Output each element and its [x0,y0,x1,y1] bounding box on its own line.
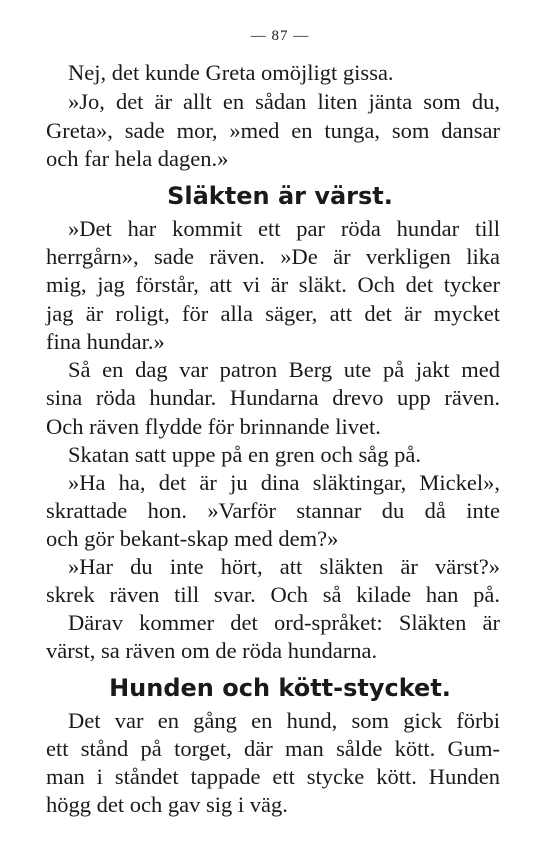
text-line: sina röda hundar. Hundarna drevo upp räven. [46,385,500,410]
section-heading: Hunden och kött-stycket. [109,674,451,702]
text-line: Greta», sade mor, »med en tunga, som dansar [46,118,500,143]
text-line: ett stånd på torget, där man sålde kött. Gum- [46,736,500,761]
text-line: Därav kommer det ord-språket: Släkten är [68,610,500,635]
page-number: — 87 — [250,28,310,44]
text-line: värst, sa räven om de röda hundarna. [46,638,378,663]
text-line: »Det har kommit ett par röda hundar till [68,216,500,241]
text-line: skrek räven till svar. Och så kilade han på. [46,582,500,607]
text-line: Och räven flydde för brinnande livet. [46,414,381,439]
text-line: »Ha ha, det är ju dina släktingar, Mickel», [68,470,500,495]
text-line: högg det och gav sig i väg. [46,792,288,817]
text-line: fina hundar.» [46,329,165,354]
section-heading: Släkten är värst. [167,182,393,210]
text-line: mig, jag förstår, att vi är släkt. Och det tycker [46,272,500,297]
text-line: Nej, det kunde Greta omöjligt gissa. [68,60,394,85]
text-line: jag är roligt, för alla säger, att det är mycket [46,301,500,326]
text-line: »Har du inte hört, att släkten är värst?» [68,554,500,579]
text-line: Så en dag var patron Berg ute på jakt med [68,357,500,382]
text-line: man i ståndet tappade ett stycke kött. Hunden [46,764,500,789]
text-line: Skatan satt uppe på en gren och såg på. [68,442,422,467]
text-line: och far hela dagen.» [46,146,229,171]
text-line: och gör bekant-skap med dem?» [46,526,339,551]
text-line: herrgårn», sade räven. »De är verkligen lika [46,244,500,269]
text-line: skrattade hon. »Varför stannar du då inte [46,498,500,523]
text-line: Det var en gång en hund, som gick förbi [68,708,500,733]
text-line: »Jo, det är allt en sådan liten jänta som du, [68,89,500,114]
